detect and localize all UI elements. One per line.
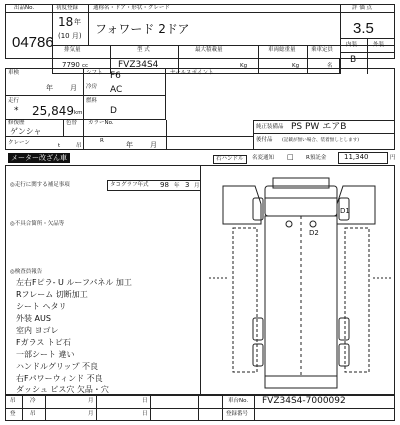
model-code: FVZ34S4 [118, 60, 159, 70]
eval-score: 3.5 [353, 20, 374, 37]
divider [165, 68, 166, 120]
frame-no-label: 車台No. [228, 398, 249, 404]
hang-label: 吊 [76, 143, 82, 149]
right-handle-label: 右ハンドル [213, 155, 247, 164]
memo-line: Fガラス トビ石 [16, 338, 71, 347]
exterior-label: 外装 [373, 42, 385, 48]
max-load-unit: Kg [240, 63, 248, 69]
divider [5, 119, 165, 120]
footer-cell: 月 [88, 411, 94, 417]
divider [340, 52, 395, 53]
memo-line: Rフレーム 切断加工 [16, 290, 88, 299]
crane-ton-unit: t [58, 143, 61, 149]
divider [22, 395, 23, 421]
transfer-checkbox: □ [287, 153, 294, 161]
mileage-unit: km [74, 110, 83, 116]
memo-line: ハンドルグリップ 不良 [16, 362, 99, 371]
mileage-value: 25,849 [32, 104, 74, 118]
gross-weight-label: 車両総重量 [268, 47, 296, 53]
tacho-year: 98 [160, 181, 169, 189]
divider [198, 395, 199, 421]
divider [52, 45, 395, 46]
color-change-label: 色替 [66, 120, 78, 126]
tacho-year-unit: 年 [174, 183, 180, 189]
recycle-r-label: R [100, 138, 104, 144]
mileage-label: 走行 [8, 98, 20, 104]
divider [5, 408, 395, 409]
tacho-label: タコグラフ年式 [110, 182, 149, 188]
footer-cell: 月 [88, 398, 94, 404]
interior-grade: B [350, 55, 357, 65]
footer-cell: 日 [142, 411, 148, 417]
after-market-label: 後付品 [256, 137, 273, 143]
tacho-month-unit: 月 [194, 183, 200, 189]
frame-number: FVZ34S4-7000092 [262, 396, 346, 406]
footer-cell: 冷 [30, 398, 36, 404]
divider [222, 395, 223, 421]
divider [96, 395, 97, 421]
divider [5, 12, 395, 13]
reg-year-unit: 年 [74, 18, 81, 26]
inspector-report-label: ◎検査員報告 [10, 269, 43, 275]
recycle-deposit-value: 11,340 [344, 153, 369, 161]
divider [150, 395, 151, 421]
fuel-value: D [110, 106, 117, 116]
divider [166, 120, 167, 150]
repair-label: 修復歴 [8, 120, 25, 126]
divider [200, 165, 201, 395]
divider [340, 4, 341, 74]
equipment-value: PS PW エアB [291, 122, 347, 132]
ac-label: 冷房 [86, 84, 98, 90]
registration-no-label: 登録番号 [226, 411, 249, 417]
memo-line: 外装 AUS [16, 314, 51, 323]
truck-damage-diagram [205, 168, 393, 394]
divider [253, 133, 395, 134]
capacity-unit: 名 [327, 63, 333, 69]
footer-cell: 吊 [10, 398, 16, 404]
footer-cell: 吊 [30, 411, 36, 417]
expiry-year: 年 [46, 84, 53, 92]
memo-line: 右Fパワーウィンド 不良 [16, 374, 103, 383]
damage-mark-d2: D2 [309, 229, 319, 237]
divider [253, 120, 395, 121]
footer-cell: 日 [142, 398, 148, 404]
sales-point-label: セールスポイント [170, 70, 214, 76]
interior-label: 内装 [346, 42, 358, 48]
recycle-year: 年 [126, 141, 133, 149]
divider [5, 136, 253, 137]
tacho-month: 3 [185, 181, 190, 189]
transfer-notice-label: 名変通知 [252, 155, 275, 161]
recycle-month: 月 [150, 141, 157, 149]
after-market-note: (記載が無い場合、装着無しとします) [282, 138, 360, 143]
type-label: 型 式 [137, 47, 150, 53]
shift-label: シフト [86, 70, 103, 76]
cc-label: 排気量 [64, 47, 81, 53]
lot-label: 出品No. [14, 5, 35, 11]
ac-value: AC [110, 85, 123, 95]
damage-mark-d1: D1 [340, 207, 350, 215]
repair-value: ゲンシャ [10, 127, 42, 136]
yen-unit: 円 [390, 155, 396, 161]
lot-number: 04786 [12, 34, 54, 51]
cc-unit: cc [82, 63, 89, 69]
meter-tampered-label: メーター改ざん車 [8, 153, 70, 163]
displacement: 7790 [62, 61, 80, 69]
color-no-label: カラーNo. [88, 120, 114, 126]
capacity-label: 乗車定員 [311, 47, 334, 53]
divider [63, 119, 64, 136]
expiry-month: 月 [70, 84, 77, 92]
equipment-label: 純正装備品 [256, 124, 284, 130]
crane-label: クレーン [8, 140, 30, 146]
defect-label: ◎不具合箇所・欠品等 [10, 221, 65, 227]
eval-label: 評 価 点 [352, 5, 372, 11]
recycle-deposit-label: R預託金 [306, 155, 327, 161]
divider [83, 68, 84, 150]
memo-line: 左右Fピラ- U ルーフパネル 加工 [16, 278, 132, 287]
first-reg-label: 初度登録 [56, 5, 79, 11]
divider [88, 4, 89, 45]
divider [5, 95, 165, 96]
model-name: フォワード 2ドア [95, 22, 190, 36]
gross-weight-unit: Kg [292, 63, 300, 69]
reg-month: (10 月) [58, 32, 82, 40]
travel-notes-label: ◎走行に関する補足事項 [10, 182, 70, 188]
divider [45, 395, 46, 421]
footer-cell: 登 [10, 411, 16, 417]
divider [253, 120, 254, 150]
memo-line: 室内 ヨゴレ [16, 326, 59, 335]
memo-line: シート ヘタリ [16, 302, 67, 311]
fuel-label: 燃料 [86, 98, 98, 104]
memo-line: 一部シート 違い [16, 350, 75, 359]
max-load-label: 最大積載量 [195, 47, 223, 53]
memo-line: ダッシュ ビス穴 欠品・穴 [16, 385, 109, 394]
shaken-label: 車検 [8, 70, 20, 76]
grade-label: 通称名・ドア・形状・グレード [93, 5, 170, 11]
mileage-star: * [14, 106, 19, 116]
divider [254, 395, 255, 421]
reg-year: 18 [58, 15, 74, 29]
shift-value: F6 [110, 71, 121, 81]
